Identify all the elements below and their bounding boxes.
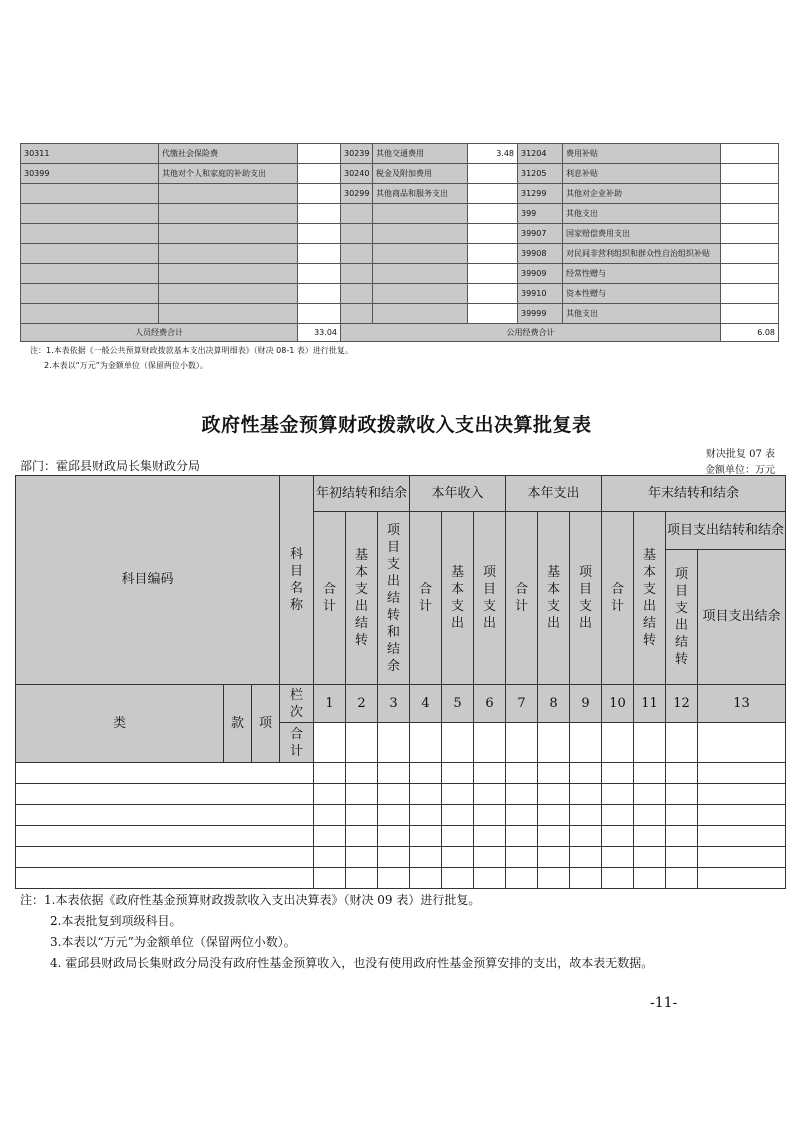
table-row [21,144,779,164]
table-cell [721,264,779,284]
table-row [21,184,779,204]
table-cell [721,144,779,164]
table-cell [16,805,314,826]
table-cell [346,868,378,889]
total-cell [506,723,538,763]
totals-row [21,324,779,342]
table-cell [634,784,666,805]
table-cell [373,224,468,244]
table-cell [314,868,346,889]
table-cell [378,805,410,826]
section-header: 款 [224,685,252,763]
table-cell [341,224,373,244]
table-cell [538,784,570,805]
table-cell [506,763,538,784]
table-cell [314,805,346,826]
class-header: 类 [16,685,224,763]
subject-code-header: 科目编码 [16,476,280,685]
table-cell [570,847,602,868]
end-total-header: 合计 [602,512,634,685]
table-cell [21,284,159,304]
end-balance-header: 年末结转和结余 [602,476,786,512]
table-cell: 国家赔偿费用支出 [563,224,721,244]
table-cell: 30239 [341,144,373,164]
form-number: 财决批复 07 表 [705,449,775,460]
total-cell [634,723,666,763]
table-cell [21,204,159,224]
table-cell [159,184,298,204]
unit-label: 金额单位：万元 [705,465,775,476]
table-cell [410,784,442,805]
table-cell [298,284,341,304]
table-cell [346,847,378,868]
table-cell [666,784,698,805]
table-cell [538,868,570,889]
table-cell: 30399 [21,164,159,184]
total-cell [666,723,698,763]
table-cell [721,284,779,304]
table-row [16,805,786,826]
table-cell [373,284,468,304]
table-cell [538,763,570,784]
table-cell [474,784,506,805]
table-cell [410,805,442,826]
table-cell [698,868,786,889]
table-cell [410,826,442,847]
table-cell [468,244,518,264]
top-note-1: 注：1.本表依据《一般公共预算财政拨款基本支出决算明细表》（财决 08-1 表）进行批复。 [30,346,353,355]
end-basic-carry-header: 基本支出结转 [634,512,666,685]
column-number: 11 [634,685,666,723]
table-cell: 3.48 [468,144,518,164]
table-cell [21,224,159,244]
table-cell [506,805,538,826]
expense-detail-table [20,143,779,342]
table-cell [602,847,634,868]
table-cell [468,164,518,184]
income-basic-header: 基本支出 [442,512,474,685]
table-cell [698,763,786,784]
table-cell [634,805,666,826]
table-cell [474,826,506,847]
note-4: 4. 霍邱县财政局长集财政分局没有政府性基金预算收入，也没有使用政府性基金预算安排的支出，故本表无数据。 [50,956,654,970]
table-cell: 39999 [518,304,563,324]
table-cell [314,826,346,847]
column-number: 7 [506,685,538,723]
table-row [21,164,779,184]
total-cell [378,723,410,763]
table-cell [468,284,518,304]
table-cell [442,868,474,889]
table-cell [373,244,468,264]
table-cell [346,826,378,847]
table-cell [602,868,634,889]
table-cell [314,784,346,805]
table-cell [474,763,506,784]
total-row-label: 合计 [280,723,314,763]
table-cell [721,244,779,264]
expense-basic-header: 基本支出 [538,512,570,685]
table-cell [666,763,698,784]
table-cell [468,224,518,244]
table-cell: 31205 [518,164,563,184]
table-cell [373,264,468,284]
column-number: 6 [474,685,506,723]
table-cell [373,204,468,224]
begin-balance-header: 年初结转和结余 [314,476,410,512]
table-cell [474,868,506,889]
table-cell [159,204,298,224]
table-cell [341,304,373,324]
table-row [16,763,786,784]
table-row [21,224,779,244]
expense-header: 本年支出 [506,476,602,512]
table-cell [16,826,314,847]
table-row [16,826,786,847]
table-cell: 30299 [341,184,373,204]
total-cell [442,723,474,763]
end-project-group-header: 项目支出结转和结余 [666,512,786,550]
table-cell [698,784,786,805]
table-cell [634,868,666,889]
table-cell [634,847,666,868]
table-cell [16,763,314,784]
table-cell [378,847,410,868]
table-cell [346,805,378,826]
end-project-balance-header: 项目支出结余 [698,550,786,685]
column-number: 3 [378,685,410,723]
table-cell [570,826,602,847]
note-3: 3.本表以“万元”为金额单位（保留两位小数）。 [50,935,296,949]
table-cell: 经常性赠与 [563,264,721,284]
table-cell [314,847,346,868]
table-cell [298,304,341,324]
top-note-2: 2.本表以“万元”为金额单位（保留两位小数）。 [44,361,208,370]
expense-project-header: 项目支出 [570,512,602,685]
table-cell: 39910 [518,284,563,304]
table-cell [314,763,346,784]
total-cell [698,723,786,763]
table-cell: 30311 [21,144,159,164]
table-cell [159,284,298,304]
total-cell [474,723,506,763]
table-cell [341,284,373,304]
table-cell [634,826,666,847]
table-cell [442,805,474,826]
column-number: 8 [538,685,570,723]
public-total-label: 公用经费合计 [341,324,721,342]
table-cell [468,184,518,204]
total-cell [346,723,378,763]
column-no-header: 栏次 [280,685,314,723]
table-cell [442,847,474,868]
table-cell: 39908 [518,244,563,264]
table-row [21,284,779,304]
table-cell: 39909 [518,264,563,284]
table-cell: 其他支出 [563,304,721,324]
table-cell [506,847,538,868]
table-cell: 费用补贴 [563,144,721,164]
table-cell [346,784,378,805]
table-cell: 资本性赠与 [563,284,721,304]
table-cell [468,304,518,324]
table-cell: 399 [518,204,563,224]
table-cell [570,784,602,805]
total-cell [570,723,602,763]
table-cell: 税金及附加费用 [373,164,468,184]
table-cell [159,304,298,324]
table-cell: 其他对企业补助 [563,184,721,204]
table-cell: 对民间非营利组织和群众性自治组织补贴 [563,244,721,264]
begin-basic-carry-header: 基本支出结转 [346,512,378,685]
table-cell: 30240 [341,164,373,184]
table-cell [721,204,779,224]
note-2: 2.本表批复到项级科目。 [50,914,182,928]
table-cell: 39907 [518,224,563,244]
table-row [21,304,779,324]
column-number: 2 [346,685,378,723]
column-number: 5 [442,685,474,723]
table-cell [159,224,298,244]
table-cell [666,826,698,847]
item-header: 项 [252,685,280,763]
table-cell [298,164,341,184]
table-cell [698,826,786,847]
page-title: 政府性基金预算财政拨款收入支出决算批复表 [201,414,592,436]
table-row [21,204,779,224]
total-cell [538,723,570,763]
page-number: -11- [650,995,678,1011]
table-cell [341,204,373,224]
table-cell: 其他对个人和家庭的补助支出 [159,164,298,184]
expense-total-header: 合计 [506,512,538,685]
table-row [16,847,786,868]
table-cell [298,224,341,244]
personnel-total-label: 人员经费合计 [21,324,298,342]
table-cell [538,805,570,826]
fund-budget-table [15,475,786,889]
table-cell [468,264,518,284]
table-cell [721,224,779,244]
column-number: 1 [314,685,346,723]
table-cell [506,826,538,847]
income-project-header: 项目支出 [474,512,506,685]
table-cell [16,868,314,889]
table-cell [570,763,602,784]
table-cell [21,304,159,324]
table-cell [346,763,378,784]
table-cell [442,763,474,784]
end-project-carry-header: 项目支出结转 [666,550,698,685]
public-total-value: 6.08 [721,324,779,342]
table-cell [21,264,159,284]
table-cell: 31299 [518,184,563,204]
table-cell [298,244,341,264]
table-cell [341,264,373,284]
table-cell: 代缴社会保险费 [159,144,298,164]
table-cell [602,784,634,805]
column-number: 12 [666,685,698,723]
table-cell [298,184,341,204]
table-cell [298,264,341,284]
table-cell [410,763,442,784]
total-cell [410,723,442,763]
table-cell: 其他交通费用 [373,144,468,164]
total-cell [602,723,634,763]
table-cell [468,204,518,224]
note-1: 注：1.本表依据《政府性基金预算财政拨款收入支出决算表》（财决 09 表）进行批复。 [20,893,481,907]
table-cell [373,304,468,324]
table-cell: 31204 [518,144,563,164]
table-cell [410,868,442,889]
table-cell [341,244,373,264]
table-cell [634,763,666,784]
table-cell [298,204,341,224]
table-cell [474,847,506,868]
table-cell [506,784,538,805]
table-cell [666,805,698,826]
table-row [21,244,779,264]
table-cell [410,847,442,868]
table-cell [721,304,779,324]
table-cell [698,847,786,868]
total-cell [314,723,346,763]
table-cell [666,847,698,868]
table-cell [21,244,159,264]
table-cell: 其他商品和服务支出 [373,184,468,204]
table-cell [378,763,410,784]
income-total-header: 合计 [410,512,442,685]
table-row [21,264,779,284]
table-cell: 利息补贴 [563,164,721,184]
table-cell [378,784,410,805]
table-cell [538,826,570,847]
table-cell [442,826,474,847]
table-cell [16,784,314,805]
begin-project-header: 项目支出结转和结余 [378,512,410,685]
department-label: 部门：霍邱县财政局长集财政分局 [20,459,201,473]
table-cell [159,264,298,284]
table-cell [538,847,570,868]
table-cell [442,784,474,805]
table-cell [602,805,634,826]
table-cell [298,144,341,164]
begin-total-header: 合计 [314,512,346,685]
column-number: 9 [570,685,602,723]
table-cell [570,805,602,826]
table-cell [21,184,159,204]
table-cell [602,826,634,847]
table-cell [666,868,698,889]
income-header: 本年收入 [410,476,506,512]
personnel-total-value: 33.04 [298,324,341,342]
table-cell [698,805,786,826]
table-cell [602,763,634,784]
table-cell [378,826,410,847]
table-row [16,784,786,805]
table-cell [506,868,538,889]
table-cell [570,868,602,889]
table-cell [159,244,298,264]
table-cell [721,164,779,184]
table-row [16,868,786,889]
subject-name-header: 科目名称 [280,476,314,685]
table-cell [16,847,314,868]
table-cell [721,184,779,204]
column-number: 4 [410,685,442,723]
table-cell: 其他支出 [563,204,721,224]
column-number: 10 [602,685,634,723]
table-cell [378,868,410,889]
column-number: 13 [698,685,786,723]
table-cell [474,805,506,826]
